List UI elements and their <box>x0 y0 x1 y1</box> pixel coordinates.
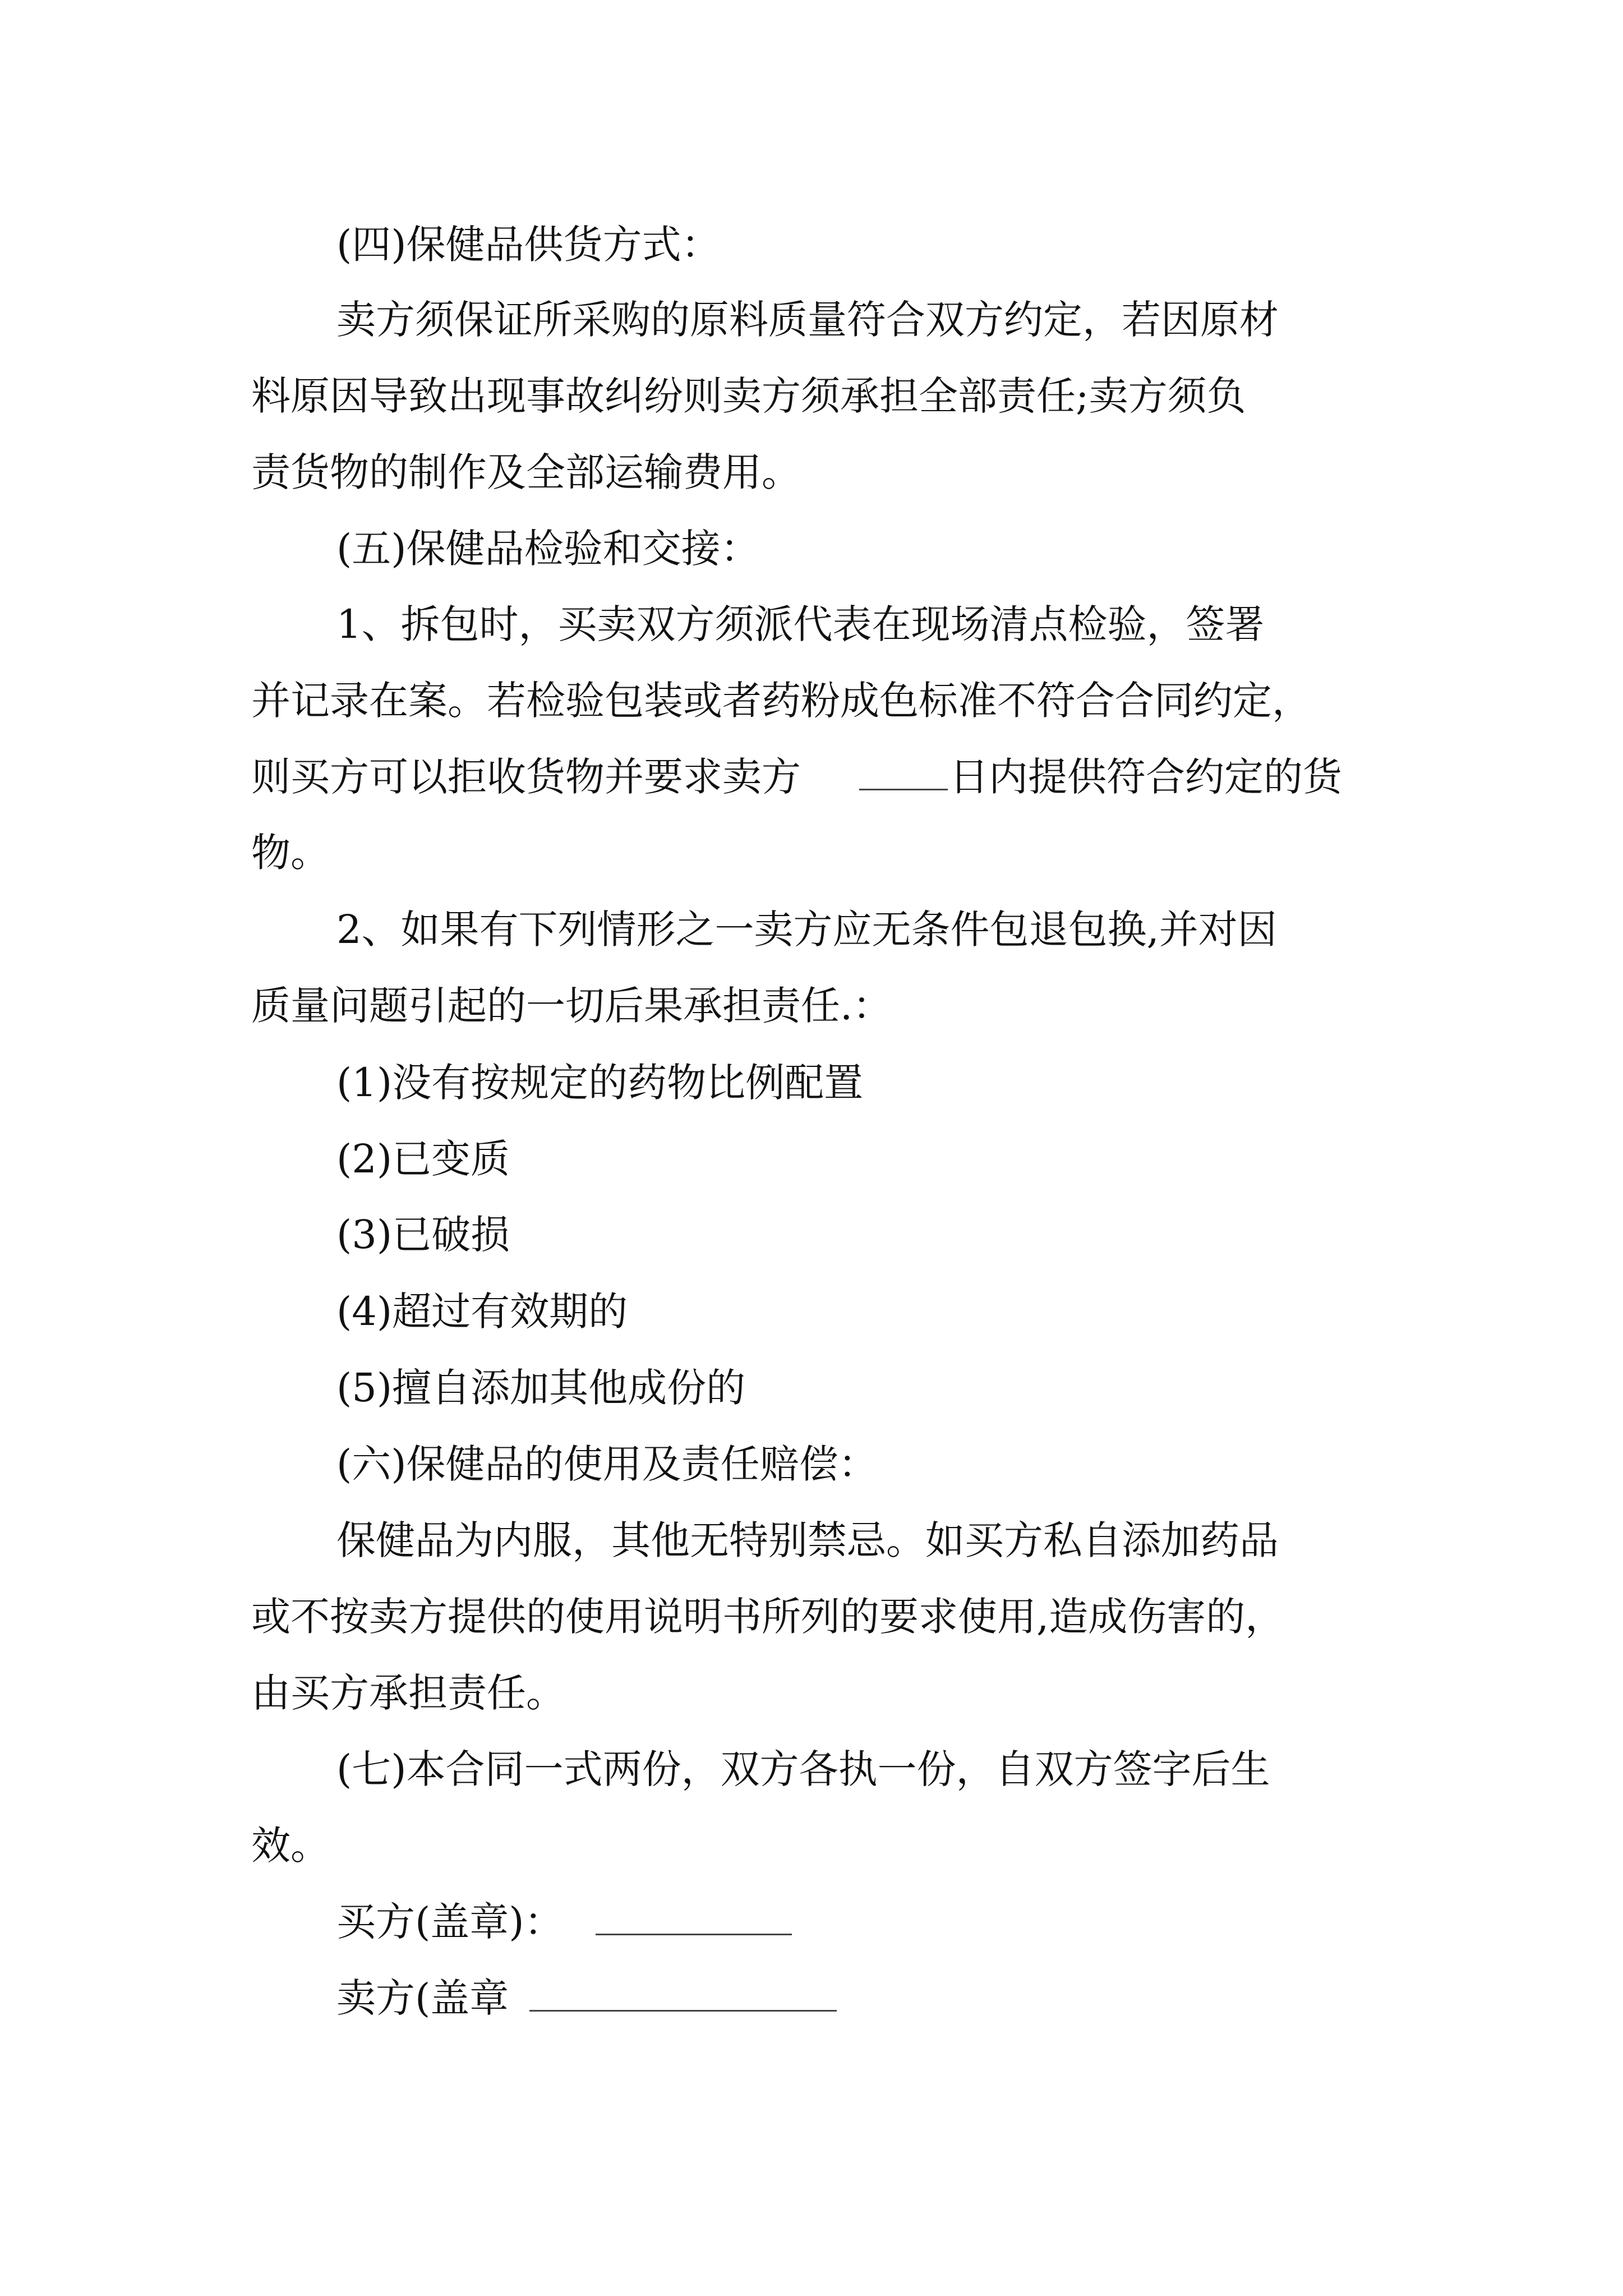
paragraph-line <box>0 1512 1623 1568</box>
paragraph-text: 保健品为内服，其他无特别禁忌。如买方私自添加药品 <box>336 1517 1279 1563</box>
seller-signature-label: 卖方(盖章 <box>336 1975 509 2021</box>
seller-signature-blank <box>529 1970 837 2026</box>
paragraph-text: 物。 <box>251 830 330 876</box>
list-item <box>0 1055 1623 1111</box>
paragraph-line <box>0 1589 1623 1645</box>
paragraph-line <box>0 825 1623 881</box>
list-item-text: (4)超过有效期的 <box>336 1289 628 1335</box>
paragraph-line <box>0 596 1623 652</box>
paragraph-line <box>0 1665 1623 1721</box>
paragraph-text: 料原因导致出现事故纠纷则卖方须承担全部责任;卖方须负 <box>251 373 1246 419</box>
paragraph-text: 责货物的制作及全部运输费用。 <box>251 449 801 495</box>
paragraph-line <box>0 368 1623 424</box>
paragraph-text: 卖方须保证所采购的原料质量符合双方约定，若因原材 <box>336 297 1279 343</box>
paragraph-text: 效。 <box>251 1823 330 1869</box>
buyer-signature-line <box>0 1894 1623 1950</box>
list-item <box>0 1283 1623 1340</box>
list-item-text: (1)没有按规定的药物比例配置 <box>336 1060 864 1106</box>
list-item-text: (5)擅自添加其他成份的 <box>336 1365 746 1411</box>
paragraph-text: 由买方承担责任。 <box>251 1670 565 1716</box>
paragraph-text: 2、如果有下列情形之一卖方应无条件包退包换,并对因 <box>336 907 1277 953</box>
list-item-text: (2)已变质 <box>336 1136 510 1182</box>
paragraph-line <box>0 749 1623 805</box>
paragraph-text: 则买方可以拒收货物并要求卖方 <box>251 754 801 800</box>
list-item <box>0 1360 1623 1416</box>
section-heading-supply-text: (四)保健品供货方式： <box>336 222 721 268</box>
days-blank <box>859 749 948 805</box>
paragraph-line <box>0 1818 1623 1874</box>
paragraph-text: 质量问题引起的一切后果承担责任.： <box>251 983 892 1029</box>
paragraph-line <box>0 901 1623 958</box>
paragraph-text: 或不按卖方提供的使用说明书所列的要求使用,造成伤害的， <box>251 1594 1285 1640</box>
list-item <box>0 1207 1623 1263</box>
paragraph-line <box>0 1741 1623 1797</box>
paragraph-line <box>0 673 1623 729</box>
paragraph-line <box>0 444 1623 500</box>
paragraph-line <box>0 978 1623 1034</box>
list-item-text: (3)已破损 <box>336 1212 510 1258</box>
section-heading-inspection <box>0 521 1623 577</box>
section-heading-inspection-text: (五)保健品检验和交接： <box>336 526 760 572</box>
list-item <box>0 1131 1623 1187</box>
paragraph-line <box>0 292 1623 348</box>
section-heading-supply <box>0 217 1623 273</box>
buyer-signature-label: 买方(盖章)： <box>336 1899 564 1945</box>
buyer-signature-blank <box>596 1894 792 1950</box>
paragraph-text: 1、拆包时，买卖双方须派代表在现场清点检验，签署 <box>336 601 1265 647</box>
seller-signature-line <box>0 1970 1623 2026</box>
paragraph-text: (七)本合同一式两份，双方各执一份，自双方签字后生 <box>336 1746 1270 1792</box>
paragraph-text: 日内提供符合约定的货 <box>949 754 1342 800</box>
section-heading-usage-text: (六)保健品的使用及责任赔偿： <box>336 1441 878 1487</box>
section-heading-usage <box>0 1436 1623 1492</box>
paragraph-text: 并记录在案。若检验包装或者药粉成色标准不符合合同约定， <box>251 678 1311 724</box>
